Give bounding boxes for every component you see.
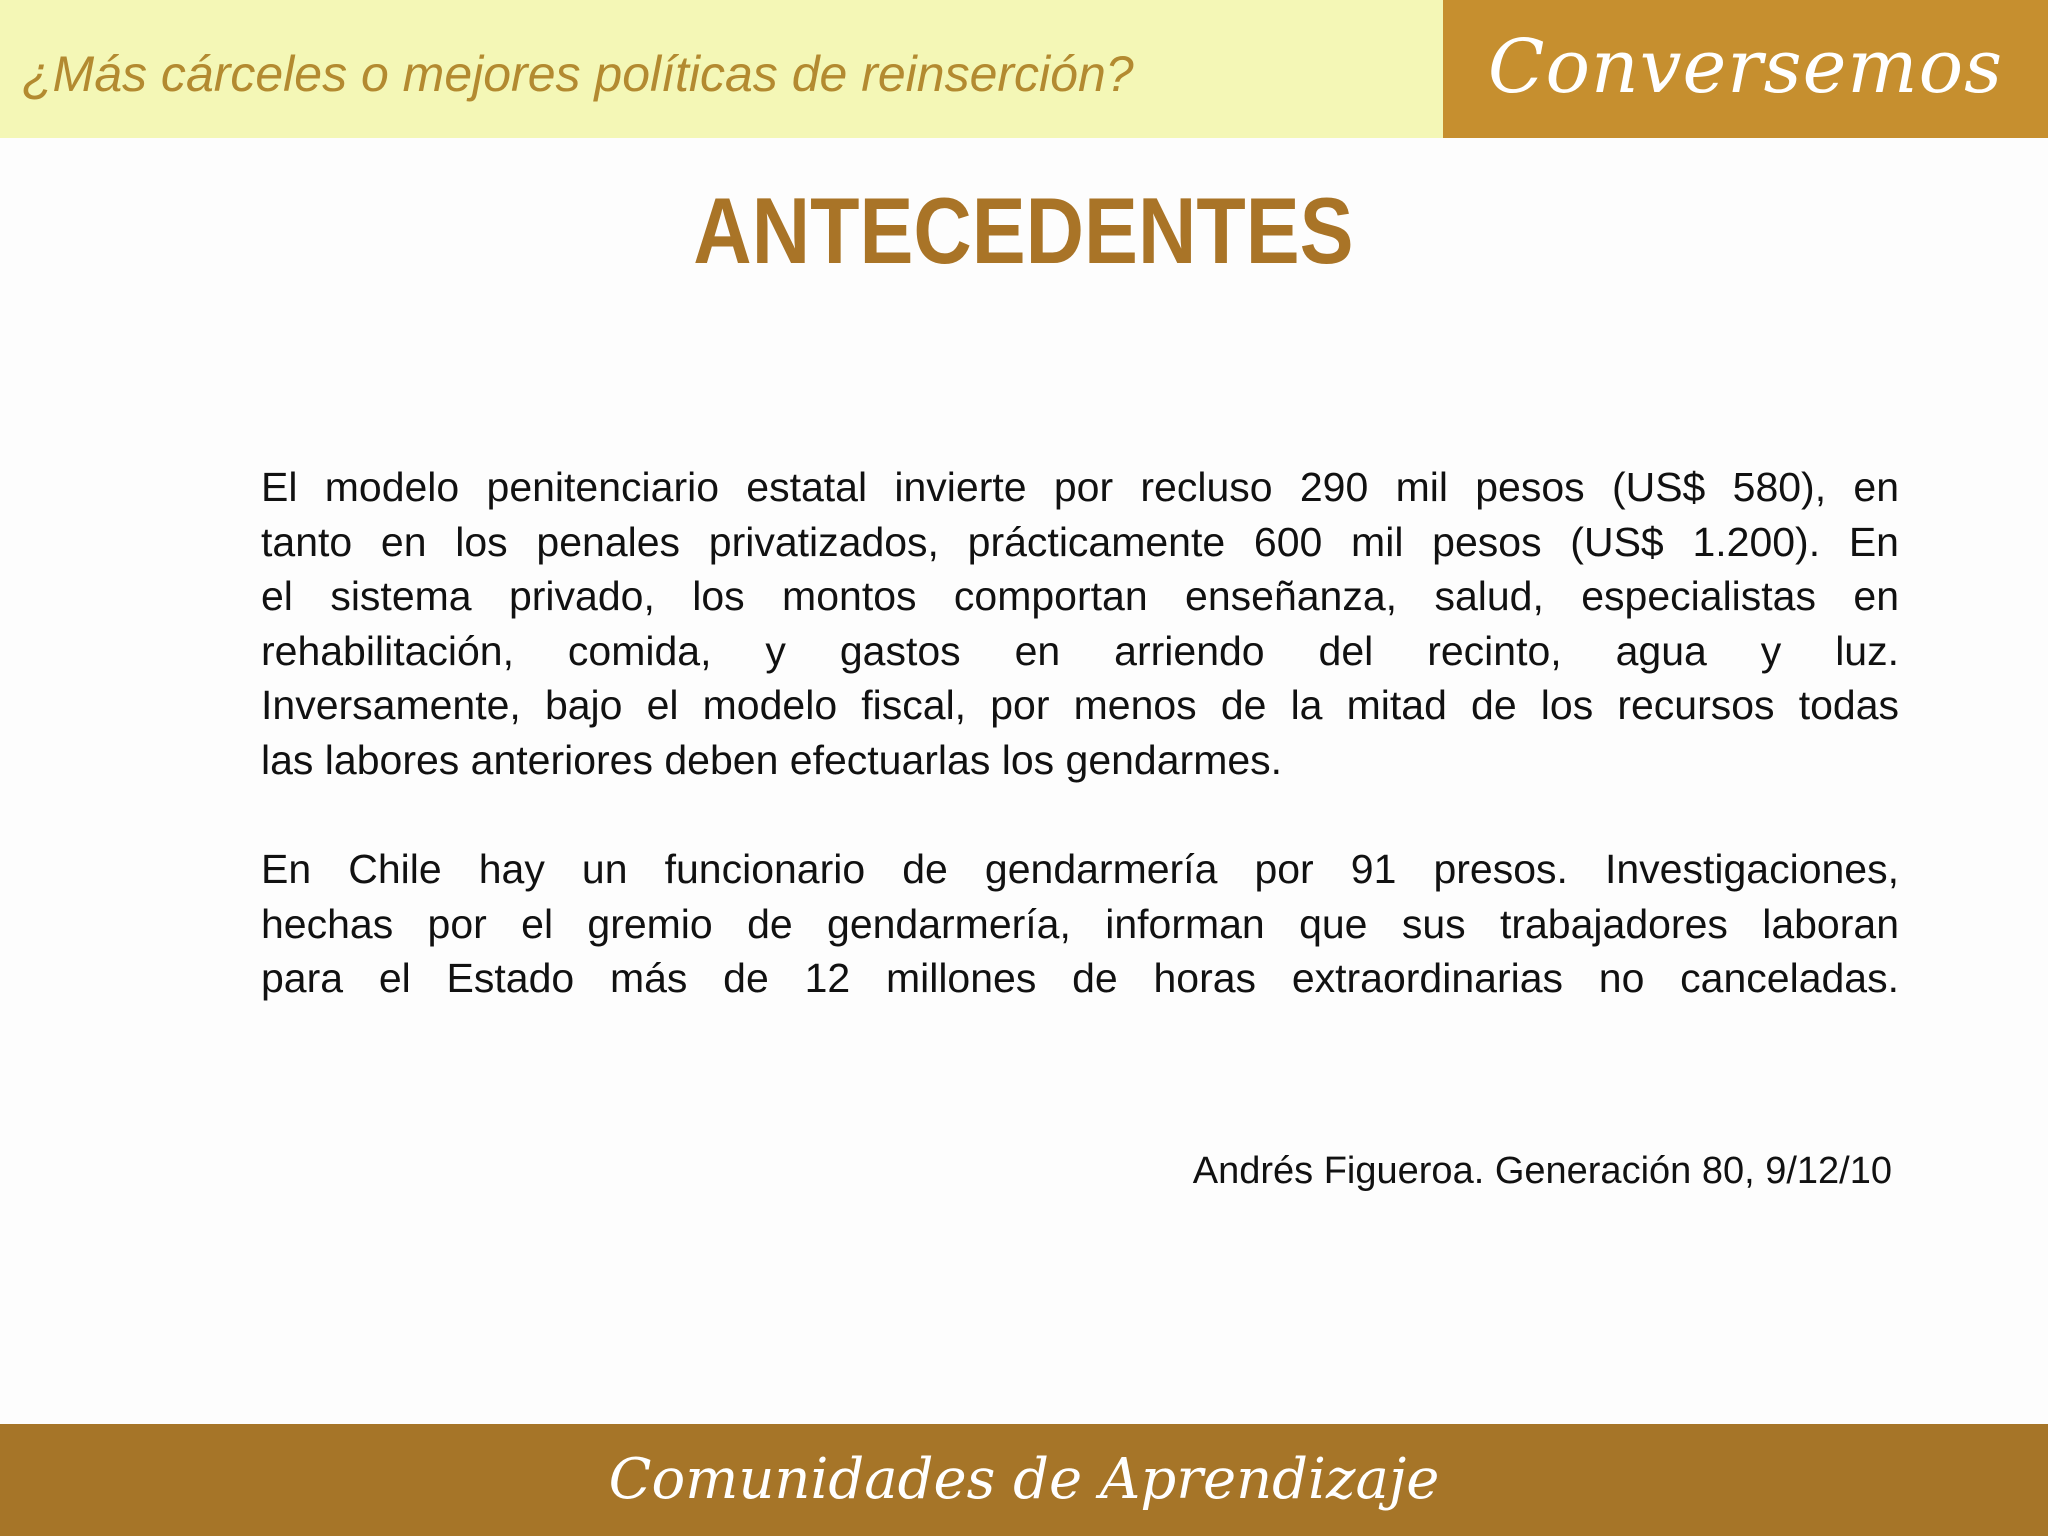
page-title: ANTECEDENTES bbox=[693, 178, 1354, 283]
header-banner bbox=[0, 0, 1443, 138]
body-line: para el Estado más de 12 millones de horas extraordinarias no canceladas. bbox=[261, 955, 1899, 1001]
brand-title: Conversemos bbox=[1487, 24, 2004, 110]
body-line: Inversamente, bajo el modelo fiscal, por menos de la mitad de los recursos todas bbox=[261, 682, 1899, 728]
body-line: El modelo penitenciario estatal invierte por recluso 290 mil pesos (US$ 580), en bbox=[261, 464, 1899, 510]
body-text bbox=[261, 460, 1899, 1006]
body-line: el sistema privado, los montos comportan enseñanza, salud, especialistas en bbox=[261, 573, 1899, 619]
header-question: ¿Más cárceles o mejores políticas de reinserción? bbox=[22, 46, 1134, 102]
brand-banner bbox=[1443, 0, 2048, 138]
footer-title: Comunidades de Aprendizaje bbox=[608, 1447, 1440, 1512]
footer-banner bbox=[0, 1424, 2048, 1536]
body-line: hechas por el gremio de gendarmería, informan que sus trabajadores laboran bbox=[261, 900, 1899, 947]
body-line: las labores anteriores deben efectuarlas los gendarmes. bbox=[261, 736, 1283, 783]
body-line: En Chile hay un funcionario de gendarmería por 91 presos. Investigaciones, bbox=[261, 846, 1899, 892]
citation: Andrés Figueroa. Generación 80, 9/12/10 bbox=[1192, 1150, 1892, 1192]
body-line: rehabilitación, comida, y gastos en arriendo del recinto, agua y luz. bbox=[261, 627, 1899, 674]
body-line: tanto en los penales privatizados, prácticamente 600 mil pesos (US$ 1.200). En bbox=[261, 518, 1899, 565]
